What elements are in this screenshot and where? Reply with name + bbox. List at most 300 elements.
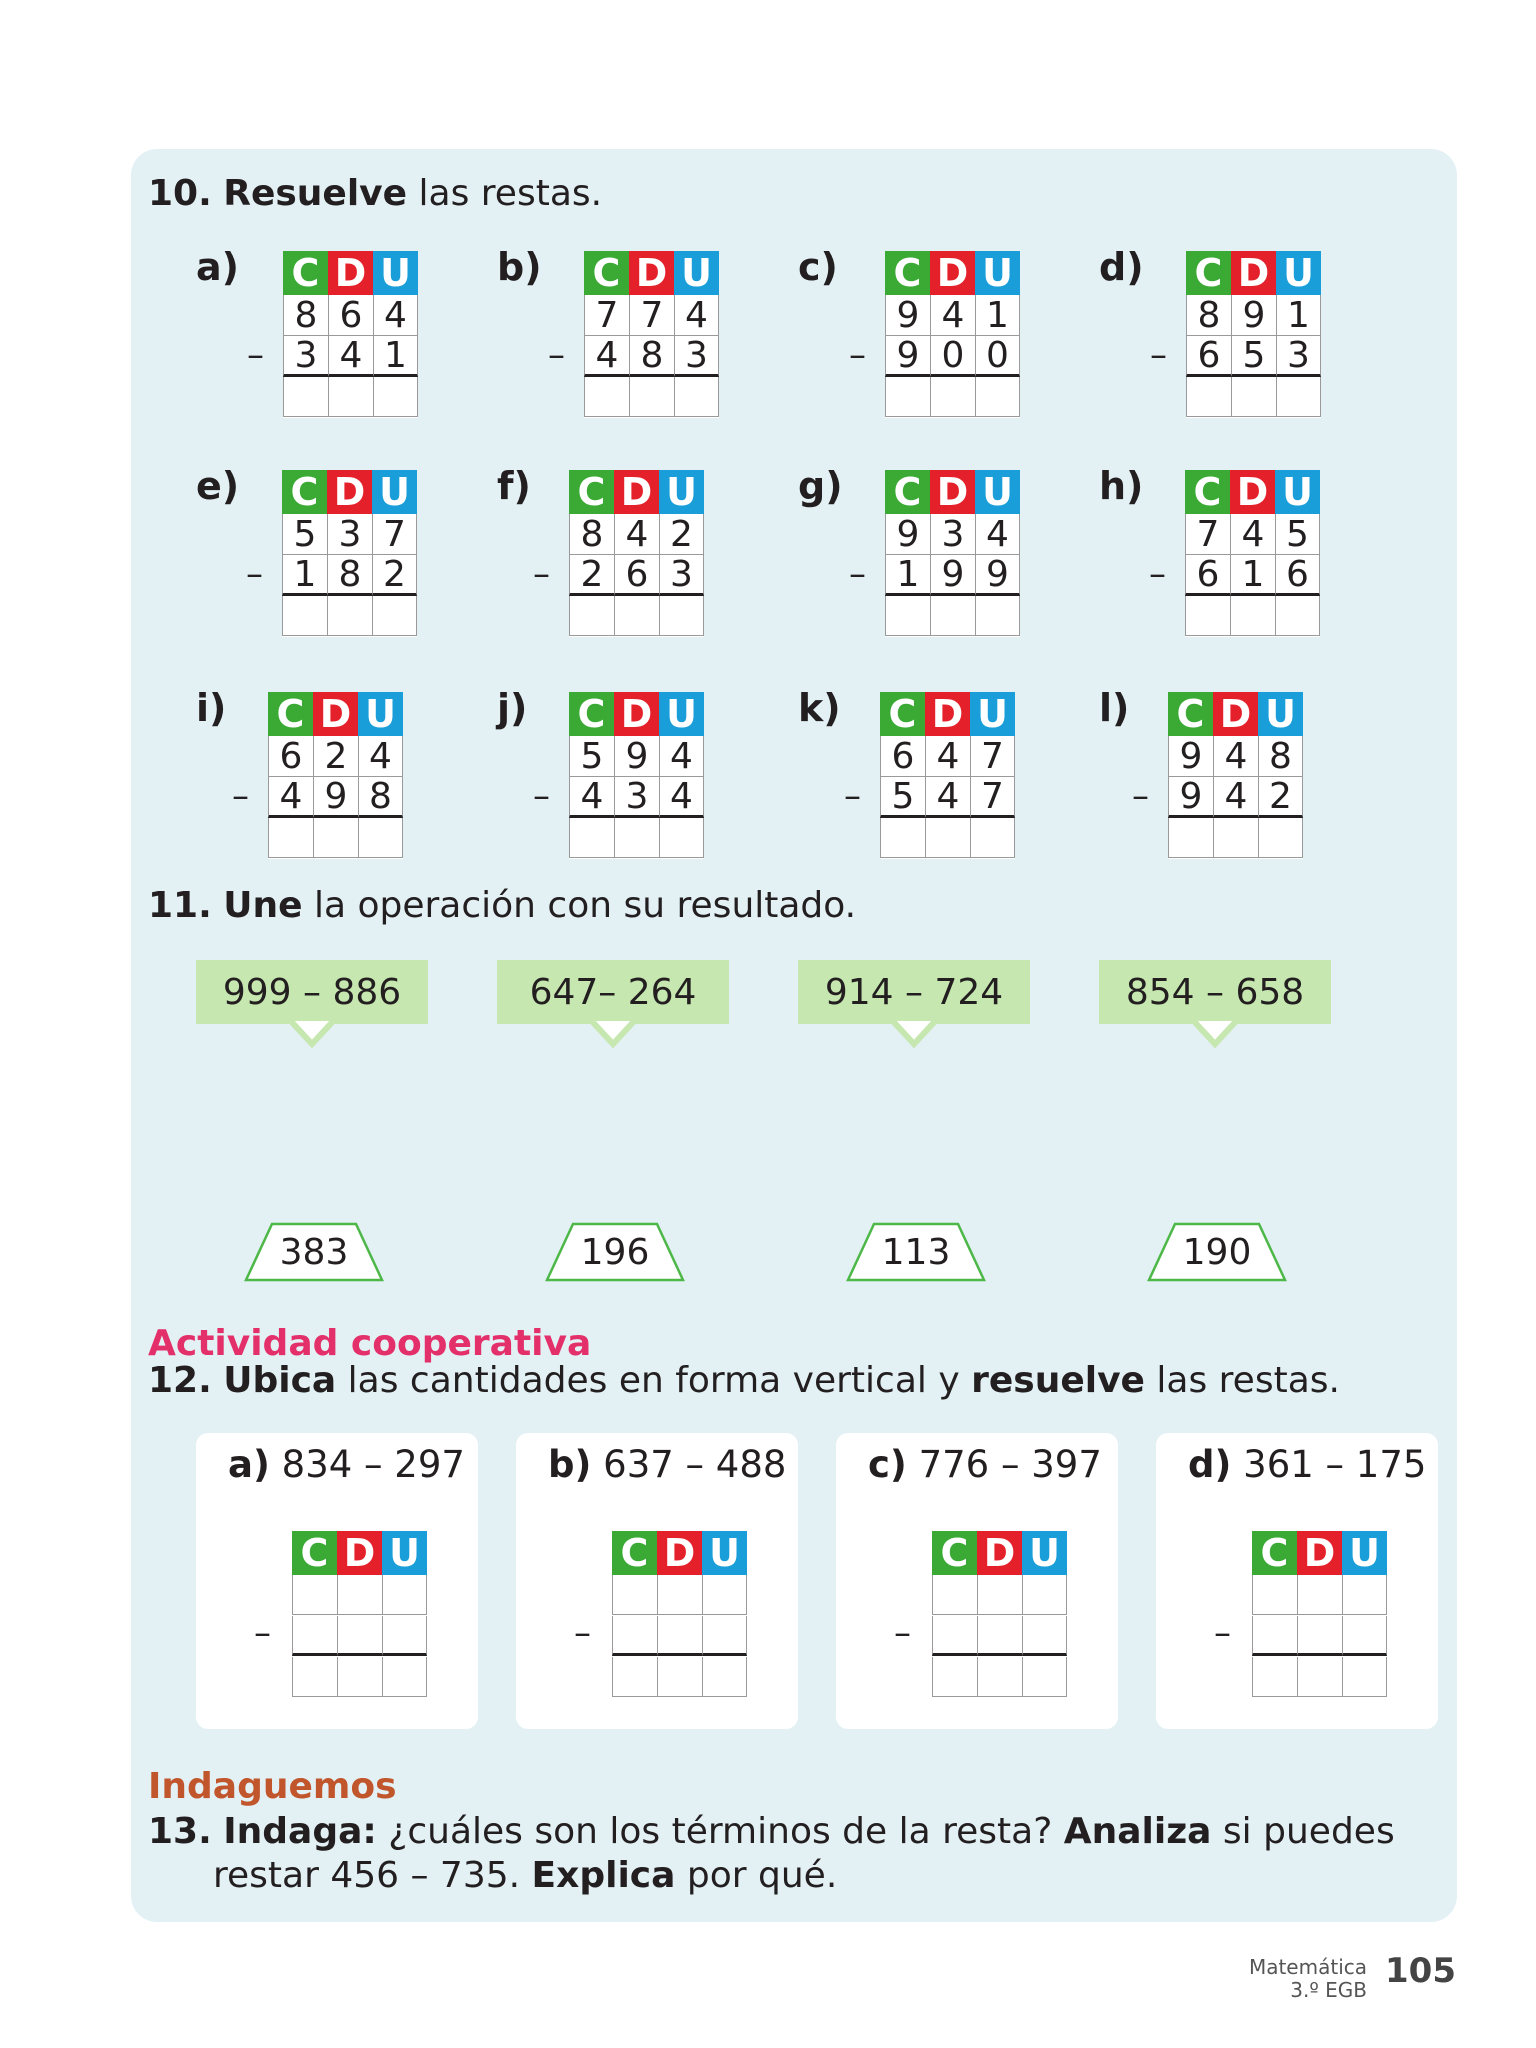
answer-cell[interactable] (885, 377, 930, 417)
answer-cell[interactable] (1342, 1616, 1387, 1656)
empty-grid (612, 1531, 747, 1698)
answer-cell[interactable] (1230, 596, 1275, 636)
cdu-header (569, 470, 704, 514)
digit-cell: 3 (659, 555, 704, 596)
minus-sign: – (894, 1613, 911, 1653)
problem-label: h) (1099, 464, 1144, 508)
digit-cell: 5 (569, 736, 614, 777)
answer-cell[interactable] (657, 1657, 702, 1697)
footer-subject: Matemática 3.º EGB (1248, 1955, 1367, 2002)
result-value: 196 (580, 1231, 650, 1273)
subtrahend-row (584, 336, 719, 377)
digit-cell: 9 (885, 336, 930, 377)
hundreds-header: C (885, 251, 930, 295)
answer-cell[interactable] (930, 377, 975, 417)
subtraction-grid (584, 251, 719, 418)
answer-cell[interactable] (584, 377, 629, 417)
down-triangle-icon (284, 1014, 340, 1048)
minuend-row (1168, 736, 1303, 777)
answer-cell[interactable] (1168, 818, 1213, 858)
answer-cell[interactable] (702, 1657, 747, 1697)
answer-row (880, 818, 1015, 859)
tens-header: D (1230, 470, 1275, 514)
cdu-header (885, 470, 1020, 514)
tens-header: D (977, 1531, 1022, 1575)
minuend-row (569, 736, 704, 777)
digit-cell: 9 (1168, 777, 1213, 818)
answer-cell[interactable] (1252, 1616, 1297, 1656)
units-header: U (1342, 1531, 1387, 1575)
answer-cell[interactable] (382, 1616, 427, 1656)
cdu-header (569, 692, 704, 736)
ex12-heading: 12. Ubica las cantidades en forma vertical y resuelve las restas. (148, 1360, 1340, 1401)
tens-header: D (313, 692, 358, 736)
tens-header: D (930, 470, 975, 514)
answer-cell[interactable] (1022, 1575, 1067, 1615)
digit-cell: 7 (970, 777, 1015, 818)
problem-label: k) (798, 686, 841, 730)
cdu-header (1252, 1531, 1387, 1575)
answer-cell[interactable] (674, 377, 719, 417)
answer-cell[interactable] (612, 1616, 657, 1656)
answer-cell[interactable] (885, 596, 930, 636)
answer-cell[interactable] (1342, 1575, 1387, 1615)
problem-label: c) (798, 245, 838, 289)
answer-cell[interactable] (1297, 1616, 1342, 1656)
card-label: a) (228, 1443, 270, 1486)
minus-sign: – (1149, 554, 1166, 594)
answer-cell[interactable] (614, 818, 659, 858)
minus-sign: – (1132, 776, 1149, 816)
answer-row (292, 1657, 427, 1698)
answer-row (932, 1575, 1067, 1616)
subtrahend-row (268, 777, 403, 818)
hundreds-header: C (1252, 1531, 1297, 1575)
minus-sign: – (247, 335, 264, 375)
digit-cell: 1 (1230, 555, 1275, 596)
answer-cell[interactable] (977, 1575, 1022, 1615)
answer-cell[interactable] (1252, 1657, 1297, 1697)
answer-cell[interactable] (1186, 377, 1231, 417)
units-header: U (1275, 470, 1320, 514)
answer-row (1252, 1657, 1387, 1698)
answer-row (292, 1616, 427, 1657)
minuend-row (569, 514, 704, 555)
subtrahend-row (885, 336, 1020, 377)
result-value: 113 (881, 1231, 951, 1273)
digit-cell: 4 (373, 295, 418, 336)
units-header: U (659, 692, 704, 736)
cdu-header (1168, 692, 1303, 736)
digit-cell: 4 (614, 514, 659, 555)
minuend-row (885, 295, 1020, 336)
problem-label: d) (1099, 245, 1144, 289)
subtrahend-row (1168, 777, 1303, 818)
hundreds-header: C (282, 470, 327, 514)
answer-cell[interactable] (268, 818, 313, 858)
minus-sign: – (1214, 1613, 1231, 1653)
answer-cell[interactable] (612, 1575, 657, 1615)
digit-cell: 1 (885, 555, 930, 596)
answer-cell[interactable] (373, 377, 418, 417)
result-box[interactable] (244, 1222, 384, 1282)
hundreds-header: C (1168, 692, 1213, 736)
card-label: b) (548, 1443, 592, 1486)
answer-row (1252, 1616, 1387, 1657)
digit-cell: 6 (1186, 336, 1231, 377)
operation-box[interactable]: 999 – 886 (196, 960, 428, 1024)
answer-row (569, 596, 704, 637)
page-number: 105 (1385, 1951, 1456, 1991)
answer-cell[interactable] (292, 1657, 337, 1697)
hundreds-header: C (885, 470, 930, 514)
digit-cell: 5 (1275, 514, 1320, 555)
minus-sign: – (1150, 335, 1167, 375)
answer-cell[interactable] (614, 596, 659, 636)
answer-row (612, 1616, 747, 1657)
answer-row (282, 596, 417, 637)
digit-cell: 4 (569, 777, 614, 818)
digit-cell: 4 (930, 295, 975, 336)
subtrahend-row (283, 336, 418, 377)
subtrahend-row (880, 777, 1015, 818)
answer-row (584, 377, 719, 418)
answer-cell[interactable] (977, 1657, 1022, 1697)
subtrahend-row (1186, 336, 1321, 377)
answer-cell[interactable] (382, 1575, 427, 1615)
answer-cell[interactable] (702, 1616, 747, 1656)
card-title (228, 1443, 465, 1486)
workspace-card (196, 1433, 478, 1729)
minuend-row (584, 295, 719, 336)
digit-cell: 8 (629, 336, 674, 377)
empty-grid (932, 1531, 1067, 1698)
answer-cell[interactable] (382, 1657, 427, 1697)
subtrahend-row (885, 555, 1020, 596)
coop-title: Actividad cooperativa (148, 1323, 592, 1364)
units-header: U (1258, 692, 1303, 736)
minuend-row (880, 736, 1015, 777)
digit-cell: 8 (327, 555, 372, 596)
digit-cell: 7 (970, 736, 1015, 777)
answer-row (932, 1616, 1067, 1657)
minuend-row (268, 736, 403, 777)
subtraction-grid (885, 251, 1020, 418)
cdu-header (292, 1531, 427, 1575)
answer-cell[interactable] (1276, 377, 1321, 417)
cdu-header (1186, 251, 1321, 295)
digit-cell: 4 (1230, 514, 1275, 555)
units-header: U (659, 470, 704, 514)
answer-cell[interactable] (702, 1575, 747, 1615)
answer-cell[interactable] (569, 818, 614, 858)
answer-row (1185, 596, 1320, 637)
problem-label: g) (798, 464, 843, 508)
answer-cell[interactable] (1252, 1575, 1297, 1615)
answer-cell[interactable] (659, 596, 704, 636)
subtrahend-row (569, 555, 704, 596)
digit-cell: 2 (372, 555, 417, 596)
cdu-header (885, 251, 1020, 295)
subtraction-grid (283, 251, 418, 418)
answer-cell[interactable] (977, 1616, 1022, 1656)
digit-cell: 9 (1231, 295, 1276, 336)
minuend-row (1185, 514, 1320, 555)
hundreds-header: C (292, 1531, 337, 1575)
digit-cell: 5 (1231, 336, 1276, 377)
digit-cell: 5 (880, 777, 925, 818)
hundreds-header: C (283, 251, 328, 295)
answer-cell[interactable] (1297, 1575, 1342, 1615)
digit-cell: 4 (975, 514, 1020, 555)
tens-header: D (327, 470, 372, 514)
digit-cell: 6 (328, 295, 373, 336)
answer-row (1168, 818, 1303, 859)
tens-header: D (1297, 1531, 1342, 1575)
answer-cell[interactable] (372, 596, 417, 636)
answer-cell[interactable] (292, 1616, 337, 1656)
answer-row (1252, 1575, 1387, 1616)
digit-cell: 0 (975, 336, 1020, 377)
ex10-heading: 10. Resuelve las restas. (148, 173, 603, 214)
units-header: U (702, 1531, 747, 1575)
answer-cell[interactable] (925, 818, 970, 858)
answer-cell[interactable] (337, 1616, 382, 1656)
digit-cell: 3 (614, 777, 659, 818)
units-header: U (358, 692, 403, 736)
answer-cell[interactable] (970, 818, 1015, 858)
answer-cell[interactable] (975, 596, 1020, 636)
problem-label: a) (196, 245, 240, 289)
answer-cell[interactable] (337, 1657, 382, 1697)
digit-cell: 1 (975, 295, 1020, 336)
hundreds-header: C (268, 692, 313, 736)
digit-cell: 1 (282, 555, 327, 596)
hundreds-header: C (1186, 251, 1231, 295)
problem-label: e) (196, 464, 240, 508)
minus-sign: – (548, 335, 565, 375)
units-header: U (1022, 1531, 1067, 1575)
answer-cell[interactable] (1258, 818, 1303, 858)
digit-cell: 4 (268, 777, 313, 818)
cdu-header (282, 470, 417, 514)
digit-cell: 5 (282, 514, 327, 555)
answer-cell[interactable] (932, 1657, 977, 1697)
digit-cell: 6 (1275, 555, 1320, 596)
cdu-header (1185, 470, 1320, 514)
subtraction-grid (569, 692, 704, 859)
operation-box[interactable]: 647– 264 (497, 960, 729, 1024)
units-header: U (382, 1531, 427, 1575)
answer-cell[interactable] (282, 596, 327, 636)
subtraction-grid (569, 470, 704, 637)
hundreds-header: C (1185, 470, 1230, 514)
digit-cell: 4 (1213, 736, 1258, 777)
digit-cell: 9 (975, 555, 1020, 596)
units-header: U (1276, 251, 1321, 295)
digit-cell: 7 (629, 295, 674, 336)
answer-cell[interactable] (327, 596, 372, 636)
card-title (868, 1443, 1102, 1486)
answer-cell[interactable] (337, 1575, 382, 1615)
indag-title: Indaguemos (148, 1766, 397, 1807)
units-header: U (372, 470, 417, 514)
answer-cell[interactable] (1275, 596, 1320, 636)
units-header: U (975, 470, 1020, 514)
digit-cell: 9 (614, 736, 659, 777)
answer-cell[interactable] (328, 377, 373, 417)
units-header: U (373, 251, 418, 295)
empty-grid (1252, 1531, 1387, 1698)
answer-row (612, 1575, 747, 1616)
card-title (1188, 1443, 1426, 1486)
answer-cell[interactable] (629, 377, 674, 417)
tens-header: D (337, 1531, 382, 1575)
tens-header: D (1213, 692, 1258, 736)
tens-header: D (1231, 251, 1276, 295)
digit-cell: 6 (614, 555, 659, 596)
answer-cell[interactable] (1231, 377, 1276, 417)
answer-cell[interactable] (358, 818, 403, 858)
subtraction-grid (885, 470, 1020, 637)
digit-cell: 9 (930, 555, 975, 596)
answer-cell[interactable] (283, 377, 328, 417)
answer-row (283, 377, 418, 418)
hundreds-header: C (932, 1531, 977, 1575)
digit-cell: 2 (569, 555, 614, 596)
answer-cell[interactable] (659, 818, 704, 858)
answer-row (612, 1657, 747, 1698)
digit-cell: 2 (659, 514, 704, 555)
card-expression: 834 – 297 (269, 1443, 465, 1486)
digit-cell: 4 (674, 295, 719, 336)
hundreds-header: C (880, 692, 925, 736)
tens-header: D (629, 251, 674, 295)
subtrahend-row (569, 777, 704, 818)
cdu-header (283, 251, 418, 295)
digit-cell: 0 (930, 336, 975, 377)
minus-sign: – (574, 1613, 591, 1653)
digit-cell: 1 (373, 336, 418, 377)
result-box[interactable] (846, 1222, 986, 1282)
digit-cell: 7 (372, 514, 417, 555)
workspace-card (1156, 1433, 1438, 1729)
digit-cell: 2 (1258, 777, 1303, 818)
minus-sign: – (246, 554, 263, 594)
digit-cell: 3 (283, 336, 328, 377)
answer-cell[interactable] (930, 596, 975, 636)
digit-cell: 4 (925, 736, 970, 777)
answer-cell[interactable] (657, 1616, 702, 1656)
cdu-header (880, 692, 1015, 736)
answer-cell[interactable] (1297, 1657, 1342, 1697)
answer-cell[interactable] (569, 596, 614, 636)
answer-cell[interactable] (1022, 1657, 1067, 1697)
answer-cell[interactable] (932, 1575, 977, 1615)
tens-header: D (614, 692, 659, 736)
units-header: U (674, 251, 719, 295)
minus-sign: – (849, 335, 866, 375)
minus-sign: – (849, 554, 866, 594)
digit-cell: 6 (880, 736, 925, 777)
answer-cell[interactable] (1022, 1616, 1067, 1656)
answer-cell[interactable] (1185, 596, 1230, 636)
minuend-row (885, 514, 1020, 555)
answer-row (885, 377, 1020, 418)
card-label: c) (868, 1443, 907, 1486)
empty-grid (292, 1531, 427, 1698)
tens-header: D (614, 470, 659, 514)
digit-cell: 3 (674, 336, 719, 377)
result-box[interactable] (545, 1222, 685, 1282)
result-value: 190 (1182, 1231, 1252, 1273)
digit-cell: 4 (925, 777, 970, 818)
card-title (548, 1443, 786, 1486)
operation-box[interactable]: 914 – 724 (798, 960, 1030, 1024)
digit-cell: 6 (268, 736, 313, 777)
result-value: 383 (279, 1231, 349, 1273)
card-expression: 776 – 397 (906, 1443, 1102, 1486)
problem-label: b) (497, 245, 542, 289)
answer-row (932, 1657, 1067, 1698)
answer-row (1186, 377, 1321, 418)
minus-sign: – (254, 1613, 271, 1653)
answer-cell[interactable] (880, 818, 925, 858)
answer-cell[interactable] (1342, 1657, 1387, 1697)
digit-cell: 7 (584, 295, 629, 336)
minuend-row (1186, 295, 1321, 336)
workspace-card (836, 1433, 1118, 1729)
ex13-text: 13. Indaga: ¿cuáles son los términos de la resta? Analiza si puedes restar 456 – 735. Explica por qué. (148, 1811, 1395, 1896)
digit-cell: 4 (358, 736, 403, 777)
subtrahend-row (1185, 555, 1320, 596)
answer-cell[interactable] (975, 377, 1020, 417)
down-triangle-icon (1187, 1014, 1243, 1048)
answer-row (268, 818, 403, 859)
digit-cell: 9 (885, 295, 930, 336)
answer-cell[interactable] (313, 818, 358, 858)
subtraction-grid (1185, 470, 1320, 637)
subtrahend-row (282, 555, 417, 596)
answer-cell[interactable] (292, 1575, 337, 1615)
answer-cell[interactable] (657, 1575, 702, 1615)
digit-cell: 8 (569, 514, 614, 555)
answer-row (885, 596, 1020, 637)
card-expression: 361 – 175 (1231, 1443, 1427, 1486)
answer-cell[interactable] (612, 1657, 657, 1697)
digit-cell: 4 (1213, 777, 1258, 818)
result-box[interactable] (1147, 1222, 1287, 1282)
problem-label: f) (497, 464, 531, 508)
units-header: U (970, 692, 1015, 736)
minuend-row (282, 514, 417, 555)
digit-cell: 8 (358, 777, 403, 818)
subtraction-grid (268, 692, 403, 859)
digit-cell: 3 (930, 514, 975, 555)
digit-cell: 9 (1168, 736, 1213, 777)
card-expression: 637 – 488 (591, 1443, 787, 1486)
answer-cell[interactable] (1213, 818, 1258, 858)
answer-row (569, 818, 704, 859)
tens-header: D (925, 692, 970, 736)
digit-cell: 8 (283, 295, 328, 336)
minus-sign: – (232, 776, 249, 816)
answer-cell[interactable] (932, 1616, 977, 1656)
minus-sign: – (533, 554, 550, 594)
problem-label: i) (196, 686, 227, 730)
ex11-heading: 11. Une la operación con su resultado. (148, 885, 857, 926)
operation-box[interactable]: 854 – 658 (1099, 960, 1331, 1024)
